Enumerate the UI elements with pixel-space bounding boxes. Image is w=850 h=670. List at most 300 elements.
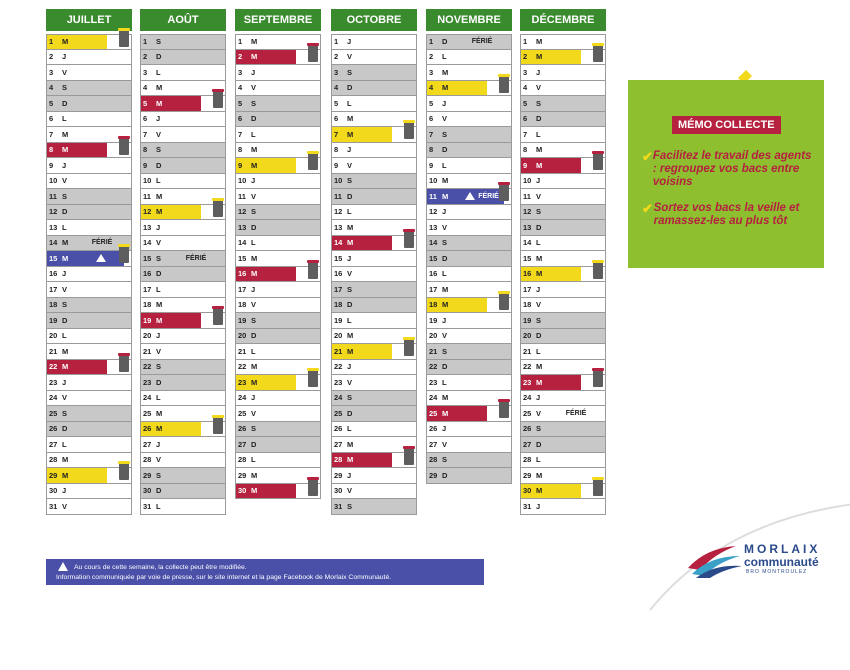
weekday-letter: L — [536, 129, 541, 139]
day-note — [73, 329, 131, 344]
day-number: 28 — [238, 455, 247, 465]
logo-waves-icon — [686, 538, 742, 578]
weekday-letter: V — [62, 176, 68, 186]
day-note — [547, 174, 605, 189]
day-number: 23 — [334, 377, 343, 387]
day-row — [141, 344, 226, 360]
day-number: 14 — [143, 238, 152, 248]
day-row — [521, 81, 606, 97]
day-number: 27 — [238, 439, 247, 449]
day-row — [47, 313, 132, 329]
day-row — [521, 344, 606, 360]
day-note — [453, 267, 511, 282]
red-bin-icon — [403, 446, 415, 465]
day-note — [358, 251, 416, 266]
weekday-letter: V — [536, 408, 542, 418]
day-number: 18 — [143, 300, 152, 310]
day-number: 29 — [334, 470, 343, 480]
weekday-letter: M — [442, 393, 449, 403]
day-number: 26 — [49, 424, 58, 434]
weekday-letter: S — [62, 408, 68, 418]
day-number: 18 — [523, 300, 532, 310]
day-row — [332, 375, 417, 391]
day-number: 4 — [49, 83, 54, 93]
day-number: 25 — [49, 408, 58, 418]
day-number: 30 — [334, 486, 343, 496]
weekday-letter: S — [156, 37, 162, 47]
day-number: 11 — [334, 191, 342, 201]
day-number: 10 — [49, 176, 58, 186]
warning-icon — [465, 192, 475, 200]
day-number: 21 — [523, 346, 532, 356]
day-row — [141, 391, 226, 407]
day-number: 15 — [49, 253, 58, 263]
logo-text-1: MORLAIX — [744, 542, 821, 556]
weekday-letter: V — [62, 393, 68, 403]
day-number: 7 — [429, 129, 434, 139]
weekday-letter: D — [442, 37, 448, 47]
weekday-letter: D — [62, 98, 68, 108]
yellow-bin-icon — [403, 120, 415, 139]
red-bin-icon — [403, 229, 415, 248]
weekday-letter: M — [347, 455, 354, 465]
weekday-letter: L — [62, 331, 67, 341]
day-note — [358, 143, 416, 158]
weekday-letter: S — [347, 393, 353, 403]
day-row — [236, 422, 321, 438]
weekday-letter: M — [536, 486, 543, 496]
day-note — [167, 437, 225, 452]
day-number: 6 — [334, 114, 339, 124]
month-column — [46, 9, 132, 515]
day-note — [358, 81, 416, 96]
weekday-letter: J — [62, 269, 67, 279]
yellow-bin-icon — [592, 260, 604, 279]
day-note — [547, 282, 605, 297]
footer-line-2: Information communiquée par voie de presse, sur le site internet et la page Facebook de Morlaix Communauté. — [56, 574, 392, 581]
day-note — [358, 205, 416, 220]
weekday-letter: J — [251, 284, 256, 294]
day-number: 18 — [49, 300, 58, 310]
day-number: 17 — [334, 284, 343, 294]
day-row — [236, 158, 321, 174]
weekday-letter: V — [156, 238, 162, 248]
weekday-letter: S — [62, 191, 68, 201]
day-note — [358, 406, 416, 421]
day-number: 29 — [523, 470, 532, 480]
day-number: 4 — [334, 83, 339, 93]
weekday-letter: M — [536, 362, 543, 372]
day-note — [453, 344, 511, 359]
day-number: 11 — [238, 191, 246, 201]
day-number: 18 — [429, 300, 438, 310]
yellow-bin-icon — [498, 74, 510, 93]
holiday-label: FÉRIÉ — [91, 239, 113, 247]
weekday-letter: J — [156, 331, 161, 341]
day-number: 12 — [49, 207, 58, 217]
day-number: 25 — [334, 408, 343, 418]
holiday-label: FÉRIÉ — [471, 38, 493, 46]
day-number: 4 — [238, 83, 243, 93]
day-number: 25 — [238, 408, 247, 418]
red-bin-icon — [118, 353, 130, 372]
day-number: 30 — [238, 486, 247, 496]
day-number: 17 — [429, 284, 438, 294]
day-row — [141, 329, 226, 345]
day-row — [521, 205, 606, 221]
day-note — [547, 189, 605, 204]
day-number: 25 — [523, 408, 532, 418]
day-row — [47, 81, 132, 97]
day-number: 22 — [143, 362, 152, 372]
day-note — [358, 282, 416, 297]
day-row — [427, 112, 512, 128]
weekday-letter: M — [536, 145, 543, 155]
day-row — [141, 453, 226, 469]
day-note — [262, 437, 320, 452]
weekday-letter: J — [442, 315, 447, 325]
weekday-letter: J — [536, 501, 541, 511]
day-note — [547, 437, 605, 452]
weekday-letter: M — [251, 160, 258, 170]
day-row — [47, 96, 132, 112]
day-row — [141, 422, 226, 438]
day-note — [453, 422, 511, 437]
weekday-letter: V — [62, 284, 68, 294]
day-number: 7 — [523, 129, 528, 139]
day-number: 10 — [334, 176, 343, 186]
day-row — [141, 205, 226, 221]
day-number: 28 — [334, 455, 343, 465]
weekday-letter: M — [442, 300, 449, 310]
day-note — [358, 267, 416, 282]
day-row — [141, 65, 226, 81]
day-note — [358, 499, 416, 514]
weekday-letter: D — [156, 486, 162, 496]
day-row — [521, 313, 606, 329]
day-number: 30 — [523, 486, 532, 496]
day-number: 19 — [238, 315, 247, 325]
day-number: 1 — [523, 37, 528, 47]
weekday-letter: J — [536, 176, 541, 186]
day-number: 14 — [49, 238, 58, 248]
weekday-letter: D — [347, 408, 353, 418]
day-row — [47, 65, 132, 81]
day-number: 21 — [143, 346, 152, 356]
day-note — [262, 329, 320, 344]
weekday-letter: D — [251, 222, 257, 232]
day-number: 16 — [429, 269, 438, 279]
weekday-letter: V — [251, 83, 257, 93]
day-row — [521, 499, 606, 515]
day-row — [427, 360, 512, 376]
day-number: 10 — [238, 176, 247, 186]
footer-notice — [46, 559, 484, 585]
day-row — [332, 484, 417, 500]
weekday-letter: J — [347, 37, 352, 47]
day-note — [73, 267, 131, 282]
day-row — [236, 484, 321, 500]
day-row — [47, 282, 132, 298]
day-row — [236, 112, 321, 128]
day-number: 7 — [49, 129, 54, 139]
month-column — [140, 9, 226, 515]
red-bin-icon — [498, 182, 510, 201]
month-column — [426, 9, 512, 484]
day-note — [73, 205, 131, 220]
day-row — [427, 158, 512, 174]
day-row — [332, 344, 417, 360]
weekday-letter: J — [347, 362, 352, 372]
weekday-letter: M — [62, 362, 69, 372]
day-row — [141, 34, 226, 50]
weekday-letter: J — [442, 424, 447, 434]
day-row — [236, 453, 321, 469]
day-row — [332, 65, 417, 81]
day-number: 8 — [238, 145, 243, 155]
day-note — [453, 220, 511, 235]
day-row — [332, 50, 417, 66]
day-number: 16 — [334, 269, 343, 279]
weekday-letter: L — [156, 284, 161, 294]
day-note — [453, 251, 511, 266]
day-row — [332, 236, 417, 252]
weekday-letter: M — [156, 408, 163, 418]
weekday-letter: L — [536, 346, 541, 356]
day-row — [141, 220, 226, 236]
day-note — [262, 220, 320, 235]
day-note — [547, 313, 605, 328]
weekday-letter: L — [251, 238, 256, 248]
day-number: 5 — [49, 98, 54, 108]
weekday-letter: M — [251, 362, 258, 372]
day-number: 21 — [429, 346, 438, 356]
day-row — [332, 468, 417, 484]
day-row — [236, 437, 321, 453]
weekday-letter: D — [442, 362, 448, 372]
day-row — [47, 437, 132, 453]
weekday-letter: M — [442, 83, 449, 93]
day-note — [262, 189, 320, 204]
day-row — [427, 251, 512, 267]
weekday-letter: J — [62, 160, 67, 170]
day-row — [332, 282, 417, 298]
weekday-letter: L — [156, 67, 161, 77]
weekday-letter: V — [251, 408, 257, 418]
holiday-label: FÉRIÉ — [185, 254, 207, 262]
day-row — [236, 236, 321, 252]
day-number: 8 — [523, 145, 528, 155]
day-number: 27 — [334, 439, 343, 449]
day-number: 11 — [429, 191, 437, 201]
weekday-letter: M — [251, 486, 258, 496]
day-number: 26 — [334, 424, 343, 434]
day-row — [47, 298, 132, 314]
day-row — [47, 189, 132, 205]
day-number: 3 — [49, 67, 54, 77]
day-note — [167, 158, 225, 173]
weekday-letter: M — [347, 238, 354, 248]
weekday-letter: M — [62, 37, 69, 47]
day-note — [167, 251, 225, 266]
weekday-letter: M — [442, 176, 449, 186]
weekday-letter: D — [347, 83, 353, 93]
day-number: 19 — [49, 315, 58, 325]
weekday-letter: V — [62, 67, 68, 77]
weekday-letter: D — [536, 331, 542, 341]
day-note — [167, 499, 225, 514]
day-row — [427, 313, 512, 329]
day-number: 22 — [334, 362, 343, 372]
day-note — [262, 81, 320, 96]
day-note — [358, 189, 416, 204]
weekday-letter: J — [347, 145, 352, 155]
day-row — [427, 205, 512, 221]
day-row — [427, 298, 512, 314]
day-note — [358, 298, 416, 313]
weekday-letter: M — [347, 114, 354, 124]
weekday-letter: D — [347, 300, 353, 310]
day-number: 20 — [143, 331, 152, 341]
weekday-letter: D — [536, 439, 542, 449]
day-row — [236, 282, 321, 298]
day-note — [453, 453, 511, 468]
day-row — [427, 236, 512, 252]
weekday-letter: M — [156, 315, 163, 325]
day-note — [167, 267, 225, 282]
weekday-letter: L — [442, 52, 447, 62]
weekday-letter: S — [536, 98, 542, 108]
weekday-letter: M — [347, 222, 354, 232]
day-number: 9 — [429, 160, 434, 170]
day-note — [453, 236, 511, 251]
day-number: 20 — [523, 331, 532, 341]
day-note — [167, 112, 225, 127]
day-note — [73, 375, 131, 390]
day-number: 2 — [429, 52, 434, 62]
day-number: 17 — [238, 284, 247, 294]
day-row — [332, 127, 417, 143]
day-row — [521, 174, 606, 190]
day-row — [141, 437, 226, 453]
weekday-letter: L — [347, 98, 352, 108]
day-note — [73, 96, 131, 111]
weekday-letter: S — [536, 207, 542, 217]
day-number: 30 — [49, 486, 58, 496]
day-number: 8 — [429, 145, 434, 155]
weekday-letter: V — [442, 222, 448, 232]
day-note — [547, 236, 605, 251]
day-row — [521, 50, 606, 66]
day-note — [453, 127, 511, 142]
weekday-letter: M — [156, 83, 163, 93]
red-bin-icon — [212, 306, 224, 325]
day-number: 20 — [238, 331, 247, 341]
day-number: 4 — [523, 83, 528, 93]
weekday-letter: S — [251, 315, 257, 325]
day-note — [262, 344, 320, 359]
weekday-letter: D — [347, 191, 353, 201]
day-number: 26 — [523, 424, 532, 434]
day-note — [358, 375, 416, 390]
day-number: 20 — [49, 331, 58, 341]
day-row — [141, 468, 226, 484]
day-row — [141, 313, 226, 329]
day-row — [141, 251, 226, 267]
day-row — [521, 453, 606, 469]
day-note — [358, 65, 416, 80]
day-row — [236, 406, 321, 422]
weekday-letter: M — [251, 470, 258, 480]
day-row — [521, 437, 606, 453]
day-number: 18 — [238, 300, 247, 310]
day-note — [167, 65, 225, 80]
weekday-letter: S — [347, 67, 353, 77]
weekday-letter: V — [536, 300, 542, 310]
day-number: 9 — [49, 160, 54, 170]
day-number: 28 — [429, 455, 438, 465]
day-number: 16 — [143, 269, 152, 279]
day-row — [47, 484, 132, 500]
day-number: 23 — [143, 377, 152, 387]
day-row — [332, 499, 417, 515]
day-note — [358, 96, 416, 111]
weekday-letter: M — [536, 52, 543, 62]
month-header: SEPTEMBRE — [235, 9, 321, 31]
weekday-letter: M — [62, 455, 69, 465]
weekday-letter: L — [156, 393, 161, 403]
day-number: 26 — [429, 424, 438, 434]
weekday-letter: V — [347, 377, 353, 387]
day-number: 2 — [143, 52, 148, 62]
day-number: 27 — [523, 439, 532, 449]
day-row — [141, 112, 226, 128]
day-row — [236, 96, 321, 112]
weekday-letter: M — [442, 67, 449, 77]
day-note — [73, 437, 131, 452]
weekday-letter: L — [62, 222, 67, 232]
day-row — [521, 375, 606, 391]
weekday-letter: S — [251, 207, 257, 217]
day-row — [47, 329, 132, 345]
day-row — [427, 468, 512, 484]
memo-panel — [628, 80, 824, 268]
day-note — [73, 406, 131, 421]
day-number: 14 — [523, 238, 532, 248]
day-number: 18 — [334, 300, 343, 310]
day-note — [453, 468, 511, 483]
day-row — [332, 406, 417, 422]
day-row — [427, 422, 512, 438]
weekday-letter: V — [156, 129, 162, 139]
weekday-letter: M — [156, 207, 163, 217]
day-note — [73, 282, 131, 297]
day-row — [141, 158, 226, 174]
day-row — [47, 375, 132, 391]
logo-text-3: BRO MONTROULEZ — [746, 569, 808, 575]
day-number: 11 — [143, 191, 151, 201]
day-note — [547, 499, 605, 514]
month-column — [235, 9, 321, 499]
day-note — [453, 313, 511, 328]
day-number: 11 — [49, 191, 57, 201]
day-note — [167, 360, 225, 375]
day-note — [547, 344, 605, 359]
day-number: 31 — [523, 501, 532, 511]
weekday-letter: M — [156, 300, 163, 310]
weekday-letter: S — [442, 346, 448, 356]
day-number: 3 — [334, 67, 339, 77]
